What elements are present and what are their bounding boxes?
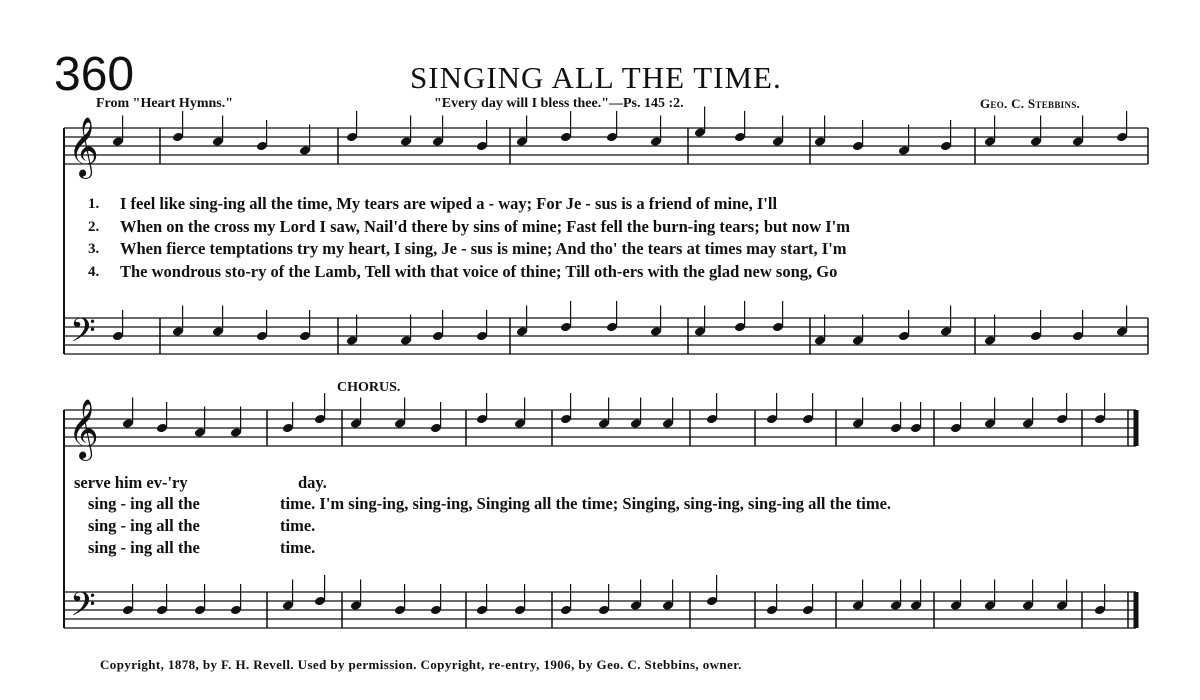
verse-number: 4. (88, 264, 100, 280)
refrain-lyric: time. I'm sing-ing, sing-ing, Singing all the time; Singing, sing-ing, sing-ing all the time. (280, 494, 892, 513)
verse-number: 1. (88, 196, 100, 212)
chorus-label: CHORUS. (337, 380, 401, 395)
hymn-number: 360 (54, 48, 135, 101)
verse-lyric-line: I feel like sing-ing all the time, My tears are wiped a - way; For Je - sus is a friend of mine, I'll (120, 194, 778, 213)
source-credit: From "Heart Hymns." (96, 96, 233, 111)
refrain-lyric: time. (280, 516, 316, 535)
verse-number: 2. (88, 219, 100, 235)
verse-lyric-end: serve him ev-'ry (74, 473, 188, 492)
verse-lyric-line: The wondrous sto-ry of the Lamb, Tell with that voice of thine; Till oth-ers with the glad new song, Go (120, 262, 838, 281)
verse-lyric-line: When on the cross my Lord I saw, Nail'd there by sins of mine; Fast fell the burn-ing tears; but now I'm (120, 217, 851, 236)
treble-clef: 𝄞 (68, 117, 99, 177)
verse-lyric-line: When fierce temptations try my heart, I sing, Je - sus is mine; And tho' the tears at times may start, I'm (120, 239, 847, 258)
bass-clef: 𝄢 (70, 586, 96, 632)
copyright-notice: Copyright, 1878, by F. H. Revell. Used by permission. Copyright, re-entry, 1906, by Geo. C. Stebbins, owner. (100, 657, 742, 672)
refrain-lyric: sing - ing all the (88, 516, 200, 535)
refrain-lyric: sing - ing all the (88, 494, 200, 513)
scripture-epigraph: "Every day will I bless thee."—Ps. 145 :2. (434, 96, 684, 111)
hymn-title: SINGING ALL THE TIME. (410, 60, 782, 95)
composer-credit: Geo. C. Stebbins. (980, 96, 1081, 111)
refrain-lyric: time. (280, 538, 316, 557)
treble-clef: 𝄞 (68, 399, 99, 459)
bass-clef: 𝄢 (70, 312, 96, 358)
refrain-lyric: sing - ing all the (88, 538, 200, 557)
verse-number: 3. (88, 241, 100, 257)
verse-lyric-end: day. (298, 473, 327, 492)
